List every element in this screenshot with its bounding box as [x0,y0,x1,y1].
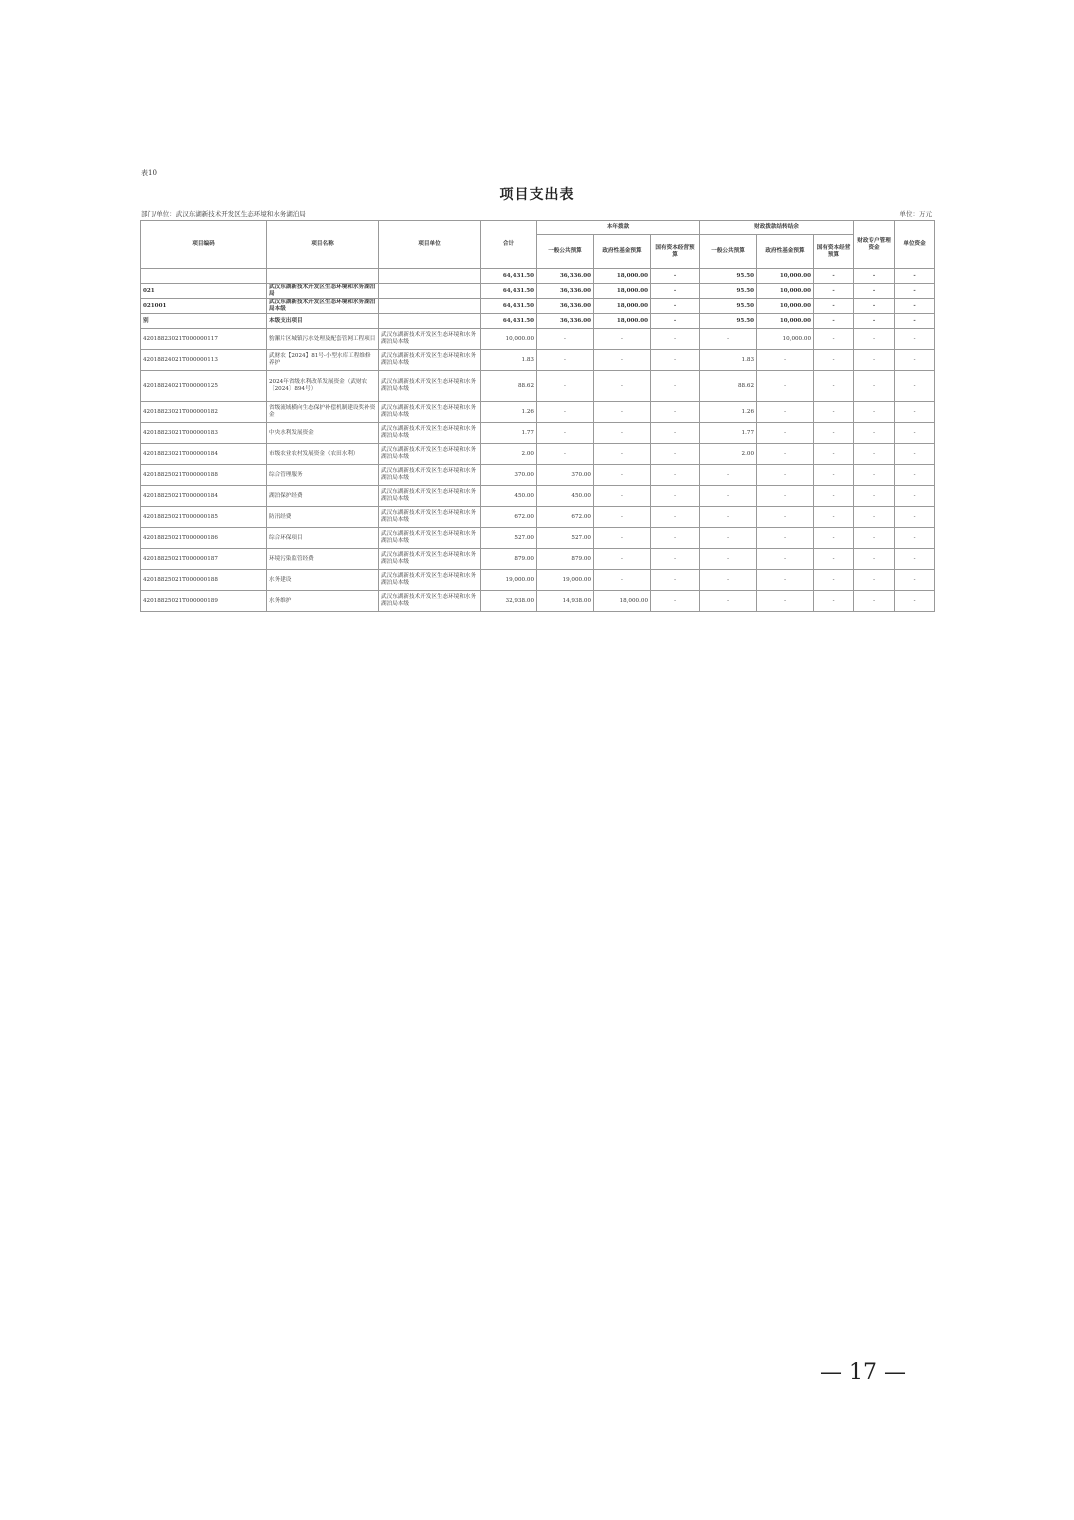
table-cell: - [651,549,700,570]
table-cell: 武汉东湖新技术开发区生态环境和水务湖泊局本级 [379,350,481,371]
table-cell: - [854,423,895,444]
table-cell: 中央水利发展资金 [267,423,379,444]
table-cell: - [854,465,895,486]
table-cell: - [700,465,757,486]
table-cell: - [651,269,700,284]
table-cell: 14,938.00 [537,591,594,612]
table-cell: - [895,269,935,284]
table-cell: 370.00 [481,465,537,486]
table-cell: 42018825021T000000189 [141,591,267,612]
table-cell: 36,336.00 [537,269,594,284]
table-cell: 2.00 [481,444,537,465]
table-row [141,486,935,507]
table-cell: - [651,329,700,350]
table-cell: 武财农【2024】81号-小型水库工程维修养护 [267,350,379,371]
table-cell [379,314,481,329]
table-cell: 42018825021T000000186 [141,528,267,549]
table-cell: - [594,350,651,371]
table-cell: - [651,507,700,528]
table-cell: 10,000.00 [757,284,814,299]
table-cell: 10,000.00 [757,299,814,314]
table-cell: - [854,570,895,591]
table-cell: - [651,528,700,549]
table-cell: - [594,486,651,507]
table-cell: - [814,549,854,570]
table-cell [267,269,379,284]
table-cell: - [895,465,935,486]
table-cell: - [854,528,895,549]
table-row [141,350,935,371]
table-cell: 95.50 [700,269,757,284]
table-cell: - [854,329,895,350]
table-cell: - [537,402,594,423]
table-cell: 021001 [141,299,267,314]
header-sub: 政府性基金预算 [757,235,814,269]
table-cell: 武汉东湖新技术开发区生态环境和水务湖泊局本级 [379,591,481,612]
table-cell: - [594,549,651,570]
table-cell: - [814,423,854,444]
table-cell: - [594,507,651,528]
header-sub: 政府性基金预算 [594,235,651,269]
table-row [141,371,935,402]
table-cell: - [757,549,814,570]
table-cell: 19,000.00 [481,570,537,591]
table-cell: - [700,528,757,549]
table-cell: - [700,486,757,507]
table-cell: 95.50 [700,314,757,329]
header-carryover: 财政拨款结转结余 [700,221,854,235]
table-cell: - [651,371,700,402]
table-cell: - [757,350,814,371]
table-cell: 64,431.50 [481,299,537,314]
table-row [141,402,935,423]
table-cell: - [757,423,814,444]
table-cell: - [651,444,700,465]
table-cell: - [814,329,854,350]
table-cell: - [895,402,935,423]
table-cell: - [814,528,854,549]
header-org: 项目单位 [379,221,481,269]
table-cell: - [537,371,594,402]
table-row [141,284,935,299]
table-cell: - [700,507,757,528]
table-cell: - [651,350,700,371]
table-cell: 省级流域横向生态保护补偿机制建设奖补资金 [267,402,379,423]
table-row [141,329,935,350]
table-body [141,269,935,612]
table-cell: 18,000.00 [594,314,651,329]
table-cell: - [814,507,854,528]
table-cell: - [651,314,700,329]
table-cell: - [895,444,935,465]
table-cell: 88.62 [481,371,537,402]
table-row [141,507,935,528]
table-cell: 42018825021T000000188 [141,465,267,486]
table-cell: 武汉东湖新技术开发区生态环境和水务湖泊局本级 [379,371,481,402]
table-row [141,444,935,465]
table-cell [379,284,481,299]
table-cell: - [537,423,594,444]
table-cell: 527.00 [481,528,537,549]
table-cell: 18,000.00 [594,299,651,314]
table-cell [379,269,481,284]
table-cell: - [594,423,651,444]
table-cell: 88.62 [700,371,757,402]
table-cell: 450.00 [481,486,537,507]
table-cell: - [854,549,895,570]
table-cell [379,299,481,314]
header-sub: 国有资本经营预算 [814,235,854,269]
department-label: 部门/单位：武汉东湖新技术开发区生态环境和水务湖泊局 [141,210,306,218]
table-cell: - [854,314,895,329]
project-expenditure-table [140,220,934,612]
header-name: 项目名称 [267,221,379,269]
table-cell: - [757,486,814,507]
table-row [141,299,935,314]
table-cell: 武汉东湖新技术开发区生态环境和水务湖泊局本级 [379,570,481,591]
table-cell: - [700,570,757,591]
table-cell: - [895,423,935,444]
table-cell: - [814,402,854,423]
table-cell: 36,336.00 [537,314,594,329]
table-cell: - [594,444,651,465]
table-cell: - [895,299,935,314]
table-cell: 综合管理服务 [267,465,379,486]
table-cell: 10,000.00 [757,314,814,329]
table-cell: 18,000.00 [594,284,651,299]
table-row [141,269,935,284]
table-cell: 武汉东湖新技术开发区生态环境和水务湖泊局本级 [379,423,481,444]
header-sub: 一般公共预算 [700,235,757,269]
table-cell: 10,000.00 [757,329,814,350]
table-cell: 42018825021T000000187 [141,549,267,570]
table-cell: 水务建设 [267,570,379,591]
table-cell: 10,000.00 [481,329,537,350]
table-cell: - [895,570,935,591]
table-cell: 42018823021T000000182 [141,402,267,423]
table-cell: - [895,284,935,299]
unit-label: 单位：万元 [899,210,932,218]
table-cell: - [854,591,895,612]
table-cell: 64,431.50 [481,269,537,284]
table-cell: - [814,314,854,329]
table-cell: - [537,350,594,371]
table-cell: - [757,570,814,591]
table-cell: 1.83 [700,350,757,371]
table-cell: - [594,465,651,486]
table-cell: - [895,329,935,350]
table-cell: 湖泊保护经费 [267,486,379,507]
table-cell: - [895,350,935,371]
table-cell: 64,431.50 [481,314,537,329]
table-cell: - [814,269,854,284]
table-cell: 672.00 [537,507,594,528]
table-cell: - [895,314,935,329]
table-cell: 672.00 [481,507,537,528]
table-cell: 2.00 [700,444,757,465]
table-cell: 42018825021T000000184 [141,486,267,507]
table-cell: 10,000.00 [757,269,814,284]
table-cell: - [700,329,757,350]
header-sub: 一般公共预算 [537,235,594,269]
table-cell: - [814,284,854,299]
table-cell: 18,000.00 [594,591,651,612]
table-cell: - [700,591,757,612]
page-number: — 17 — [820,1360,906,1385]
table-cell: - [814,486,854,507]
table-cell: 武汉东湖新技术开发区生态环境和水务湖泊局本级 [379,486,481,507]
table-cell: 1.26 [700,402,757,423]
table-cell: 95.50 [700,299,757,314]
table-cell: - [651,486,700,507]
table-cell: 武汉东湖新技术开发区生态环境和水务湖泊局本级 [379,528,481,549]
document-title: 项目支出表 [499,187,575,203]
table-cell: 42018824021T000000113 [141,350,267,371]
table-cell: - [651,299,700,314]
table-cell: 市级农业农村发展资金（农田水利） [267,444,379,465]
table-cell: - [895,507,935,528]
table-cell: - [895,591,935,612]
table-cell: - [854,284,895,299]
table-cell: 武汉东湖新技术开发区生态环境和水务湖泊局本级 [379,329,481,350]
table-cell: 防汛经费 [267,507,379,528]
table-cell: - [537,329,594,350]
table-cell: - [651,570,700,591]
table-row [141,423,935,444]
table-cell: - [651,284,700,299]
table-cell: 450.00 [537,486,594,507]
table-cell: - [594,570,651,591]
table-cell: - [854,350,895,371]
table-cell: - [594,402,651,423]
table-row [141,549,935,570]
table-cell: 武汉东湖新技术开发区生态环境和水务湖泊局本级 [379,402,481,423]
table-cell: - [814,570,854,591]
table-cell: 18,000.00 [594,269,651,284]
table-cell: 武汉东湖新技术开发区生态环境和水务湖泊局本级 [379,444,481,465]
table-cell: - [854,486,895,507]
table-cell: - [757,507,814,528]
header-special: 财政专户管理资金 [854,221,895,269]
table-cell: - [854,444,895,465]
table-cell: - [814,371,854,402]
table-cell: - [814,591,854,612]
table-cell: 1.83 [481,350,537,371]
table-cell: - [895,486,935,507]
table-cell: 本级支出项目 [267,314,379,329]
table-cell: 42018825021T000000185 [141,507,267,528]
table-cell: 36,336.00 [537,299,594,314]
table-cell: 豹澥片区城镇污水处理及配套管网工程项目 [267,329,379,350]
header-sub: 国有资本经营预算 [651,235,700,269]
table-cell: - [814,465,854,486]
table-cell: - [854,507,895,528]
table-cell: 42018824021T000000125 [141,371,267,402]
table-cell: 95.50 [700,284,757,299]
table-cell: - [651,591,700,612]
table-cell: 42018823021T000000184 [141,444,267,465]
header-unit-fund: 单位资金 [895,221,935,269]
table-cell: 1.26 [481,402,537,423]
table-cell: - [814,350,854,371]
table-cell: 别 [141,314,267,329]
table-cell: - [651,423,700,444]
table-cell: - [757,465,814,486]
table-cell: - [757,402,814,423]
table-cell: 527.00 [537,528,594,549]
table-cell: 42018823021T000000117 [141,329,267,350]
header-this-year: 本年拨款 [537,221,700,235]
table-cell: 370.00 [537,465,594,486]
table-cell: 武汉东湖新技术开发区生态环境和水务湖泊局本级 [379,507,481,528]
table-row [141,314,935,329]
table-cell: 1.77 [700,423,757,444]
table-cell: - [594,528,651,549]
table-cell: - [757,444,814,465]
header-code: 项目编码 [141,221,267,269]
table-cell: - [895,371,935,402]
table-cell: - [814,299,854,314]
table-cell: - [651,465,700,486]
table-cell: - [700,549,757,570]
table-cell: - [814,444,854,465]
table-cell: 42018823021T000000183 [141,423,267,444]
table-cell: - [537,444,594,465]
table-cell [141,269,267,284]
table-cell: 021 [141,284,267,299]
table-cell: 环境污染监管经费 [267,549,379,570]
table-cell: - [854,371,895,402]
table-cell: 42018825021T000000188 [141,570,267,591]
table-cell: - [651,402,700,423]
table-cell: 64,431.50 [481,284,537,299]
table-row [141,465,935,486]
table-cell: - [757,591,814,612]
table-cell: 综合环保项目 [267,528,379,549]
table-row [141,591,935,612]
table-row [141,570,935,591]
table-cell: - [895,528,935,549]
table-cell: - [594,371,651,402]
table-cell: - [757,528,814,549]
table-cell: - [854,269,895,284]
table-cell: - [895,549,935,570]
header-total: 合计 [481,221,537,269]
table-number: 表10 [141,169,157,177]
table-cell: - [757,371,814,402]
table-cell: 武汉东湖新技术开发区生态环境和水务湖泊局本级 [379,549,481,570]
table-cell: 879.00 [537,549,594,570]
table-cell: 水务维护 [267,591,379,612]
table-row [141,528,935,549]
table-cell: 19,000.00 [537,570,594,591]
table-cell: 36,336.00 [537,284,594,299]
table-cell: - [594,329,651,350]
table-cell: 879.00 [481,549,537,570]
table-cell: 武汉东湖新技术开发区生态环境和水务湖泊局 [267,284,379,299]
table-cell: 2024年省级水利改革发展资金（武财农〔2024〕894号） [267,371,379,402]
table-cell: 武汉东湖新技术开发区生态环境和水务湖泊局本级 [379,465,481,486]
table-cell: 武汉东湖新技术开发区生态环境和水务湖泊局本级 [267,299,379,314]
table-cell: 1.77 [481,423,537,444]
table-cell: - [854,299,895,314]
table-cell: - [854,402,895,423]
table-cell: 32,938.00 [481,591,537,612]
